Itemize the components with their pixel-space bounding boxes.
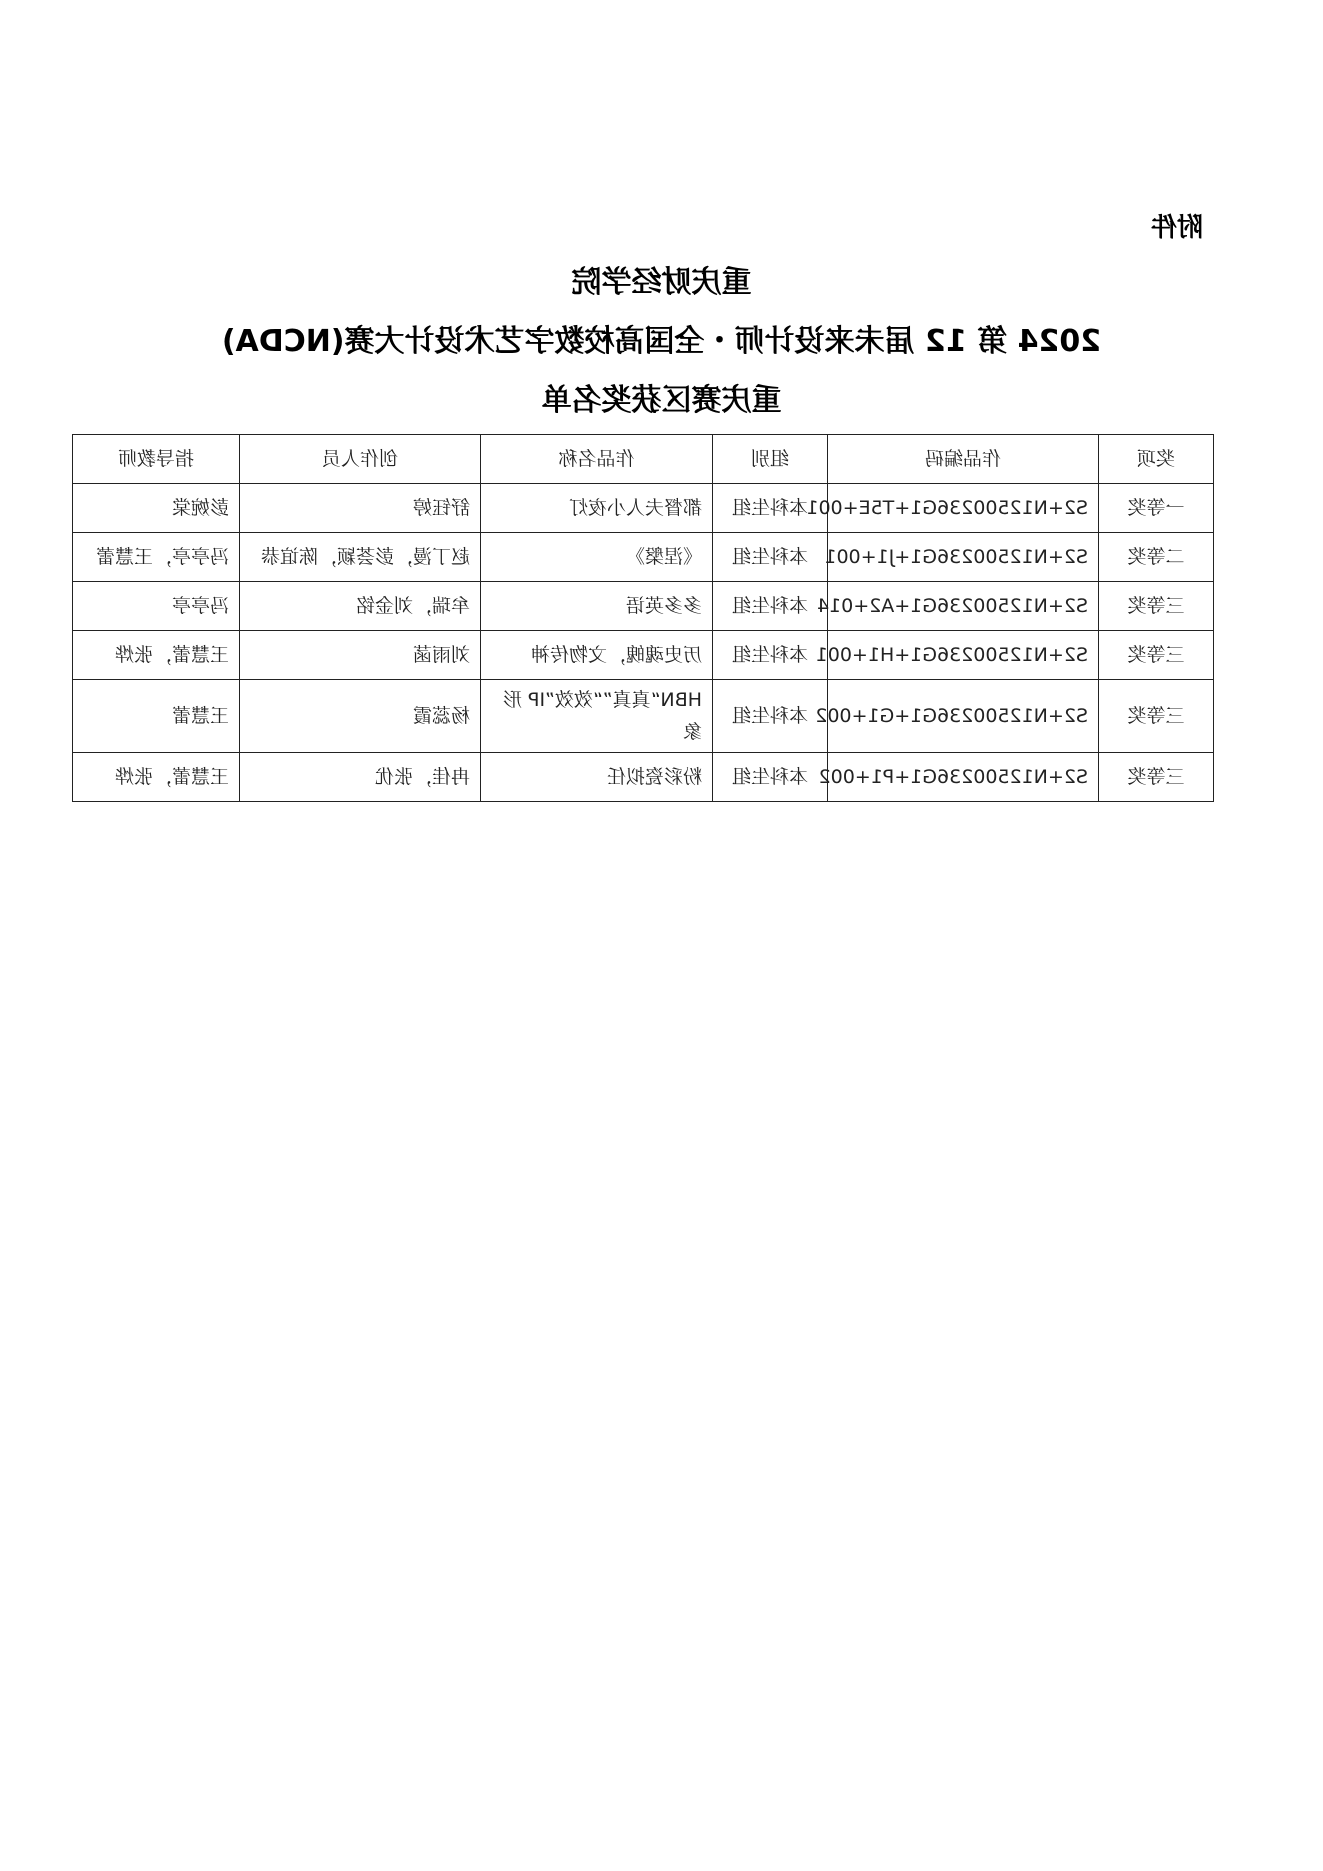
- cell-authors: 刘雨菡: [240, 631, 481, 680]
- cell-award: 三等奖: [1099, 631, 1214, 680]
- cell-code: S2+N12500236G1+T5E+001: [828, 484, 1099, 533]
- header-group: 组别: [713, 435, 828, 484]
- cell-group: 本科生组: [713, 582, 828, 631]
- cell-teacher: 冯亭亭: [73, 582, 240, 631]
- cell-award: 一等奖: [1099, 484, 1214, 533]
- cell-group: 本科生组: [713, 484, 828, 533]
- cell-award: 三等奖: [1099, 753, 1214, 802]
- cell-work: 《涅槃》: [481, 533, 713, 582]
- cell-group: 本科生组: [713, 680, 828, 753]
- header-award: 奖项: [1099, 435, 1214, 484]
- cell-teacher: 王慧蕾: [73, 680, 240, 753]
- table-row: [73, 582, 1214, 631]
- cell-teacher: 王慧蕾，张烨: [73, 631, 240, 680]
- cell-work: 多多英语: [481, 582, 713, 631]
- cell-award: 三等奖: [1099, 680, 1214, 753]
- title-award-list: 重庆赛区获奖名单: [541, 383, 782, 418]
- cell-code: S2+N12500236G1+G1+002: [828, 680, 1099, 753]
- attachment-label: 附件: [1150, 213, 1203, 243]
- cell-authors: 冉佳，张优: [240, 753, 481, 802]
- table-row: [73, 753, 1214, 802]
- cell-group: 本科生组: [713, 533, 828, 582]
- cell-work: 历史魂魄，文物传神: [481, 631, 713, 680]
- header-teacher: 指导教师: [73, 435, 240, 484]
- title-school: 重庆财经学院: [571, 265, 752, 300]
- cell-teacher: 冯亭亭，王慧蕾: [73, 533, 240, 582]
- cell-award: 三等奖: [1099, 582, 1214, 631]
- cell-teacher: 彭婉棠: [73, 484, 240, 533]
- header-work: 作品名称: [481, 435, 713, 484]
- cell-code: S2+N12500236G1+A2+014: [828, 582, 1099, 631]
- cell-code: S2+N12500236G1+J1+001: [828, 533, 1099, 582]
- cell-work: 都督夫人小夜灯: [481, 484, 713, 533]
- cell-authors: 赵丁漫，彭荟颖，陈谊恭: [240, 533, 481, 582]
- cell-code: S2+N12500236G1+P1+002: [828, 753, 1099, 802]
- cell-award: 二等奖: [1099, 533, 1214, 582]
- header-code: 作品编码: [828, 435, 1099, 484]
- title-competition: 2024 第 12 届未来设计师・全国高校数字艺术设计大赛(NCDA): [221, 324, 1102, 359]
- cell-teacher: 王慧蕾，张烨: [73, 753, 240, 802]
- table-row: [73, 631, 1214, 680]
- cell-work: 粉彩瓷拟任: [481, 753, 713, 802]
- table-row: [73, 533, 1214, 582]
- table-row: [73, 484, 1214, 533]
- cell-authors: 杨蕊霞: [240, 680, 481, 753]
- cell-code: S2+N12500236G1+H1+001: [828, 631, 1099, 680]
- header-authors: 创作人员: [240, 435, 481, 484]
- cell-group: 本科生组: [713, 631, 828, 680]
- table-row: [73, 680, 1214, 753]
- cell-work: HBN“真真”“效效”IP 形象: [481, 680, 713, 753]
- table-header-row: [73, 435, 1214, 484]
- cell-authors: 牟瑞，刘金铭: [240, 582, 481, 631]
- cell-authors: 舒钰婷: [240, 484, 481, 533]
- awards-table: [72, 434, 1214, 802]
- cell-group: 本科生组: [713, 753, 828, 802]
